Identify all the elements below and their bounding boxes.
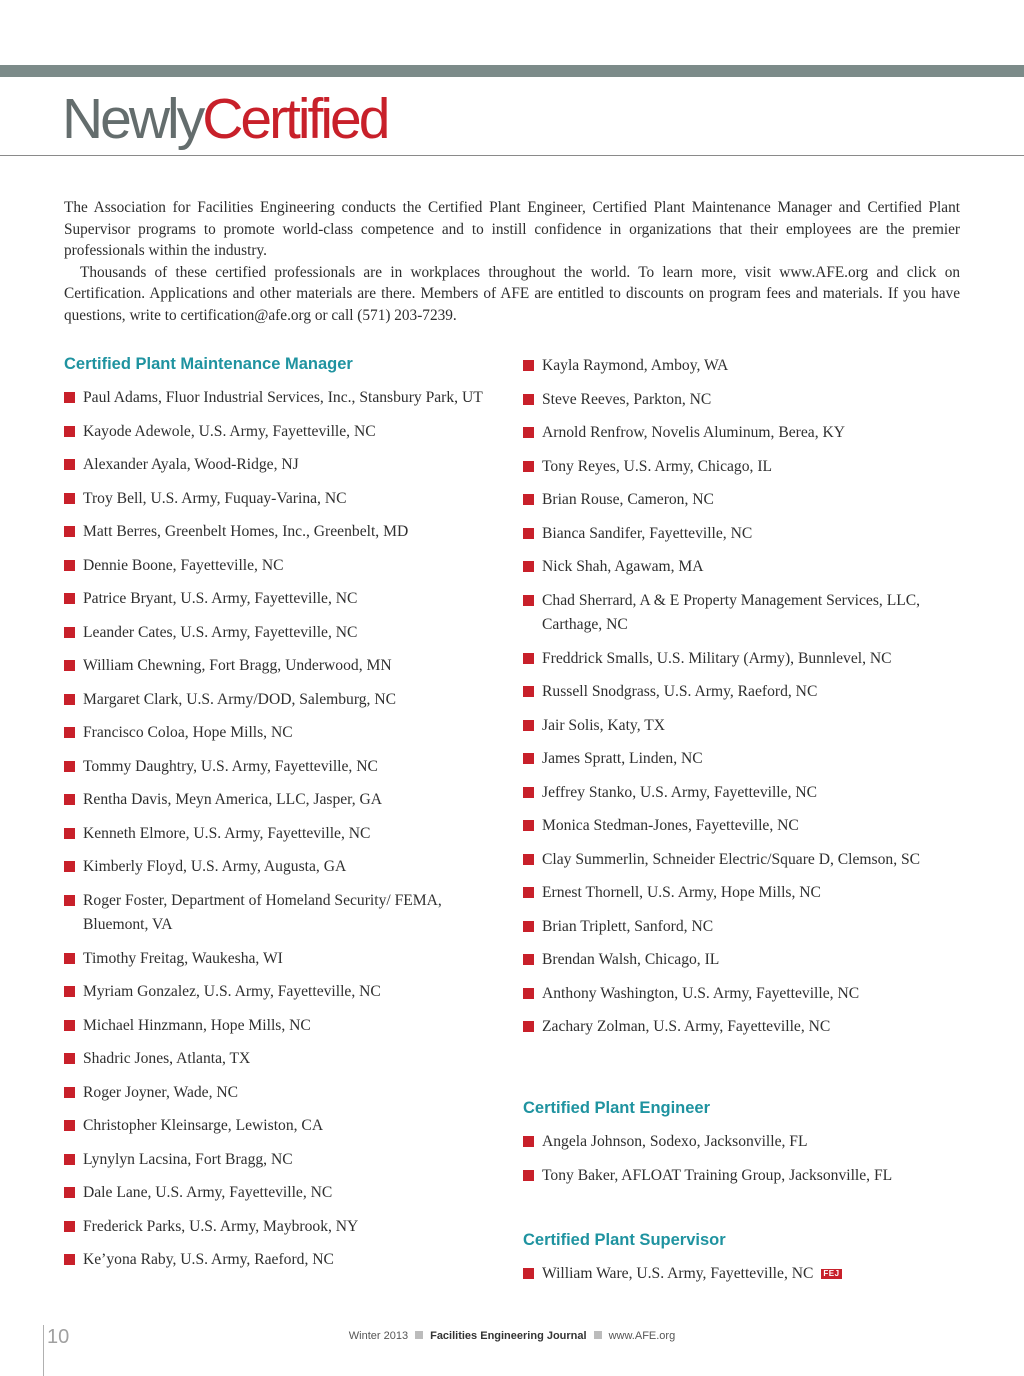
list-item-text: Chad Sherrard, A & E Property Management Services, LLC, Carthage, NC bbox=[542, 591, 921, 633]
bullet-square-icon bbox=[64, 660, 75, 671]
list-item bbox=[64, 621, 484, 646]
bullet-square-icon bbox=[64, 953, 75, 964]
bullet-square-icon bbox=[64, 459, 75, 470]
list-item bbox=[523, 1015, 963, 1040]
list-item-text: Francisco Coloa, Hope Mills, NC bbox=[83, 724, 293, 741]
bullet-square-icon bbox=[523, 921, 534, 932]
list-item-text: Kayla Raymond, Amboy, WA bbox=[542, 357, 729, 374]
list-item-text: Tommy Daughtry, U.S. Army, Fayetteville, NC bbox=[83, 757, 378, 775]
bullet-square-icon bbox=[64, 828, 75, 839]
list-item-text: Russell Snodgrass, U.S. Army, Raeford, NC bbox=[542, 683, 818, 700]
bullet-square-icon bbox=[64, 1187, 75, 1198]
list-item bbox=[64, 980, 484, 1005]
top-banner-bar bbox=[0, 65, 1024, 77]
list-item-text: Lynylyn Lacsina, Fort Bragg, NC bbox=[83, 1150, 293, 1168]
bullet-square-icon bbox=[523, 561, 534, 572]
list-item bbox=[523, 455, 963, 480]
list-item-text: Ke’yona Raby, U.S. Army, Raeford, NC bbox=[83, 1251, 334, 1268]
list-item-text: James Spratt, Linden, NC bbox=[542, 750, 703, 767]
page-title bbox=[62, 84, 387, 154]
bullet-square-icon bbox=[64, 1087, 75, 1098]
title-divider bbox=[0, 155, 1024, 156]
list-item bbox=[64, 554, 484, 579]
bullet-square-icon bbox=[64, 1120, 75, 1131]
list-item-text: Christopher Kleinsarge, Lewiston, CA bbox=[83, 1117, 324, 1134]
list-item bbox=[523, 354, 963, 379]
list-item-text: Ernest Thornell, U.S. Army, Hope Mills, NC bbox=[542, 884, 821, 901]
list-item-text: Roger Foster, Department of Homeland Security/ FEMA, Bluemont, VA bbox=[83, 891, 442, 933]
bullet-square-icon bbox=[523, 528, 534, 539]
list-item-text: Monica Stedman-Jones, Fayetteville, NC bbox=[542, 817, 799, 834]
list-item bbox=[523, 555, 963, 580]
maintenance-manager-list-left bbox=[64, 386, 484, 1282]
list-item-text: Anthony Washington, U.S. Army, Fayetteville, NC bbox=[542, 984, 860, 1002]
list-item-text: Shadric Jones, Atlanta, TX bbox=[83, 1050, 251, 1067]
list-item bbox=[64, 386, 484, 411]
list-item bbox=[523, 714, 963, 739]
list-item bbox=[64, 1047, 484, 1072]
list-item bbox=[64, 1148, 484, 1173]
list-item bbox=[64, 520, 484, 545]
list-item-text: Rentha Davis, Meyn America, LLC, Jasper, GA bbox=[83, 791, 383, 808]
list-item bbox=[64, 1081, 484, 1106]
section-heading-plant-engineer: Certified Plant Engineer bbox=[523, 1099, 711, 1117]
bullet-square-icon bbox=[64, 694, 75, 705]
list-item-text: Leander Cates, U.S. Army, Fayetteville, NC bbox=[83, 623, 358, 641]
list-item-text: Paul Adams, Fluor Industrial Services, Inc., Stansbury Park, UT bbox=[83, 389, 483, 406]
list-item-text: Kayode Adewole, U.S. Army, Fayetteville, NC bbox=[83, 422, 376, 440]
list-item-text: Brian Triplett, Sanford, NC bbox=[542, 917, 714, 935]
list-item bbox=[523, 948, 963, 973]
list-item-text: Nick Shah, Agawam, MA bbox=[542, 558, 704, 575]
bullet-square-icon bbox=[523, 1021, 534, 1032]
list-item bbox=[64, 788, 484, 813]
bullet-square-icon bbox=[523, 1170, 534, 1181]
list-item-text: Patrice Bryant, U.S. Army, Fayetteville, NC bbox=[83, 590, 358, 607]
bullet-square-icon bbox=[523, 494, 534, 505]
list-item bbox=[64, 1181, 484, 1206]
list-item bbox=[523, 680, 963, 705]
list-item bbox=[64, 1114, 484, 1139]
list-item-text: Angela Johnson, Sodexo, Jacksonville, FL bbox=[542, 1133, 808, 1150]
footer bbox=[0, 1330, 1024, 1342]
list-item-text: Steve Reeves, Parkton, NC bbox=[542, 390, 712, 408]
bullet-square-icon bbox=[64, 493, 75, 504]
bullet-square-icon bbox=[523, 887, 534, 898]
list-item-text: William Ware, U.S. Army, Fayetteville, NC bbox=[542, 1265, 814, 1282]
plant-supervisor-list bbox=[523, 1262, 963, 1296]
list-item bbox=[523, 982, 963, 1007]
list-item-text: Tony Baker, AFLOAT Training Group, Jacksonville, FL bbox=[542, 1166, 893, 1184]
list-item bbox=[64, 1248, 484, 1273]
list-item bbox=[64, 453, 484, 478]
bullet-square-icon bbox=[523, 820, 534, 831]
bullet-square-icon bbox=[523, 753, 534, 764]
bullet-square-icon bbox=[64, 1053, 75, 1064]
list-item bbox=[523, 881, 963, 906]
list-item bbox=[523, 388, 963, 413]
bullet-square-icon bbox=[523, 854, 534, 865]
list-item bbox=[523, 647, 963, 672]
list-item bbox=[523, 848, 963, 873]
list-item bbox=[523, 747, 963, 772]
list-item-text: William Chewning, Fort Bragg, Underwood, MN bbox=[83, 657, 392, 674]
list-item-text: Bianca Sandifer, Fayetteville, NC bbox=[542, 524, 753, 542]
list-item bbox=[523, 1130, 963, 1155]
fej-end-mark-icon: FEJ bbox=[823, 1269, 840, 1278]
list-item-text: Freddrick Smalls, U.S. Military (Army), Bunnlevel, NC bbox=[542, 649, 892, 667]
footer-issue: Winter 2013 bbox=[348, 1330, 409, 1342]
bullet-square-icon bbox=[64, 1020, 75, 1031]
bullet-square-icon bbox=[64, 426, 75, 437]
list-item-text: Roger Joyner, Wade, NC bbox=[83, 1083, 239, 1101]
list-item bbox=[64, 755, 484, 780]
list-item-text: Margaret Clark, U.S. Army/DOD, Salemburg, NC bbox=[83, 690, 397, 708]
bullet-square-icon bbox=[523, 394, 534, 405]
list-item-text: Timothy Freitag, Waukesha, WI bbox=[83, 949, 283, 967]
list-item bbox=[64, 654, 484, 679]
bullet-square-icon bbox=[64, 593, 75, 604]
bullet-square-icon bbox=[64, 986, 75, 997]
list-item bbox=[64, 721, 484, 746]
list-item bbox=[64, 822, 484, 847]
bullet-square-icon bbox=[64, 392, 75, 403]
list-item bbox=[64, 1215, 484, 1240]
list-item bbox=[523, 522, 963, 547]
bullet-square-icon bbox=[523, 653, 534, 664]
list-item bbox=[64, 420, 484, 445]
page-title-newly: Newly bbox=[62, 87, 203, 151]
bullet-square-icon bbox=[523, 595, 534, 606]
page-number: 10 bbox=[47, 1326, 70, 1348]
list-item bbox=[523, 814, 963, 839]
list-item bbox=[64, 487, 484, 512]
bullet-square-icon bbox=[523, 787, 534, 798]
bullet-square-icon bbox=[64, 627, 75, 638]
list-item-text: Matt Berres, Greenbelt Homes, Inc., Greenbelt, MD bbox=[83, 523, 409, 540]
list-item bbox=[64, 587, 484, 612]
bullet-square-icon bbox=[64, 794, 75, 805]
list-item bbox=[64, 688, 484, 713]
list-item bbox=[523, 781, 963, 806]
footer-publication: Facilities Engineering Journal bbox=[430, 1330, 587, 1342]
list-item-text: Frederick Parks, U.S. Army, Maybrook, NY bbox=[83, 1217, 359, 1235]
bullet-square-icon bbox=[523, 1268, 534, 1279]
bullet-square-icon bbox=[523, 720, 534, 731]
bullet-square-icon bbox=[523, 954, 534, 965]
bullet-square-icon bbox=[523, 461, 534, 472]
list-item-text: Jair Solis, Katy, TX bbox=[542, 716, 666, 734]
list-item-text: Kenneth Elmore, U.S. Army, Fayetteville, NC bbox=[83, 824, 371, 842]
list-item bbox=[64, 889, 484, 938]
bullet-square-icon bbox=[64, 1254, 75, 1265]
list-item-text: Clay Summerlin, Schneider Electric/Square D, Clemson, SC bbox=[542, 850, 921, 868]
bullet-square-icon bbox=[64, 526, 75, 537]
bullet-square-icon bbox=[64, 560, 75, 571]
list-item-text: Dale Lane, U.S. Army, Fayetteville, NC bbox=[83, 1184, 333, 1201]
list-item bbox=[523, 1262, 963, 1287]
bullet-square-icon bbox=[523, 360, 534, 371]
list-item-text: Tony Reyes, U.S. Army, Chicago, IL bbox=[542, 457, 773, 475]
list-item-text: Alexander Ayala, Wood-Ridge, NJ bbox=[83, 456, 299, 473]
list-item-text: Jeffrey Stanko, U.S. Army, Fayetteville, NC bbox=[542, 783, 818, 801]
bullet-square-icon bbox=[64, 861, 75, 872]
list-item bbox=[523, 488, 963, 513]
bullet-square-icon bbox=[64, 761, 75, 772]
bullet-square-icon bbox=[64, 727, 75, 738]
footer-website: www.AFE.org bbox=[608, 1330, 676, 1342]
footer-separator bbox=[594, 1331, 602, 1339]
list-item bbox=[523, 421, 963, 446]
list-item-text: Troy Bell, U.S. Army, Fuquay-Varina, NC bbox=[83, 489, 347, 507]
bullet-square-icon bbox=[64, 1154, 75, 1165]
list-item-text: Zachary Zolman, U.S. Army, Fayetteville, NC bbox=[542, 1018, 831, 1035]
bullet-square-icon bbox=[64, 1221, 75, 1232]
list-item-text: Myriam Gonzalez, U.S. Army, Fayetteville, NC bbox=[83, 983, 381, 1000]
list-item bbox=[523, 915, 963, 940]
section-heading-maintenance-manager: Certified Plant Maintenance Manager bbox=[64, 355, 353, 373]
intro-text bbox=[64, 197, 960, 326]
section-heading-plant-supervisor: Certified Plant Supervisor bbox=[523, 1231, 726, 1249]
list-item-text: Michael Hinzmann, Hope Mills, NC bbox=[83, 1016, 311, 1034]
list-item-text: Brian Rouse, Cameron, NC bbox=[542, 491, 714, 508]
bullet-square-icon bbox=[523, 1136, 534, 1147]
page-title-certified: Certified bbox=[202, 87, 388, 151]
list-item bbox=[64, 855, 484, 880]
list-item bbox=[523, 1164, 963, 1189]
bullet-square-icon bbox=[523, 427, 534, 438]
list-item-text: Kimberly Floyd, U.S. Army, Augusta, GA bbox=[83, 858, 347, 875]
list-item-text: Dennie Boone, Fayetteville, NC bbox=[83, 556, 284, 574]
footer-separator bbox=[415, 1331, 423, 1339]
maintenance-manager-list-right bbox=[523, 354, 963, 1049]
intro-paragraph-2: Thousands of these certified professionals are in workplaces throughout the world. To learn more, visit www.AFE.org and click on Certification. Applications and other materials are there. Members of AFE are entitled to discounts on program fees and materials. If you have questions, write to certification@afe.org or call (571) 203-7239. bbox=[64, 263, 960, 324]
list-item bbox=[64, 947, 484, 972]
plant-engineer-list bbox=[523, 1130, 963, 1197]
list-item bbox=[64, 1014, 484, 1039]
bullet-square-icon bbox=[523, 988, 534, 999]
intro-paragraph-1: The Association for Facilities Engineering conducts the Certified Plant Engineer, Certified Plant Maintenance Manager and Certified Plant Supervisor programs to promote world-class competence and to instill confidence in organizations that their employees are the premier professionals within the industry. bbox=[64, 199, 960, 259]
list-item-text: Brendan Walsh, Chicago, IL bbox=[542, 951, 720, 968]
bullet-square-icon bbox=[523, 686, 534, 697]
bullet-square-icon bbox=[64, 895, 75, 906]
list-item bbox=[523, 589, 963, 638]
list-item-text: Arnold Renfrow, Novelis Aluminum, Berea, KY bbox=[542, 424, 846, 441]
